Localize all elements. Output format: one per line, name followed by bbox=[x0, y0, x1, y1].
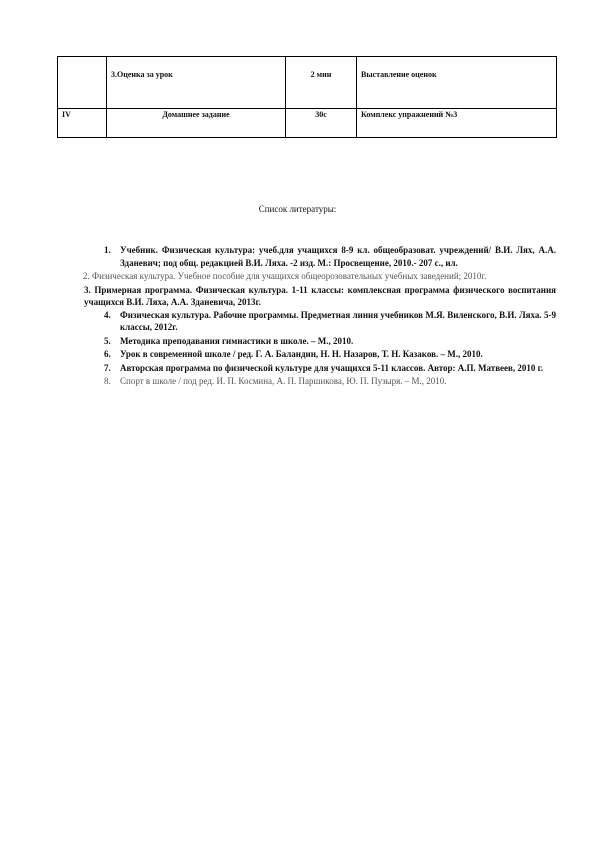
table-cell-activity: Домашнее задание bbox=[107, 109, 286, 138]
literature-item-number: 8. bbox=[104, 376, 111, 386]
literature-item-number: 6. bbox=[104, 349, 111, 359]
literature-item bbox=[84, 284, 556, 309]
table-cell-stage bbox=[58, 57, 107, 109]
literature-item bbox=[84, 348, 556, 361]
table-row bbox=[58, 57, 557, 109]
literature-title: Список литературы: bbox=[258, 204, 337, 214]
literature-item-number: 7. bbox=[104, 362, 111, 373]
literature-item-text: 2. Физическая культура. Учебное пособие для учащихся общеорозовательных учебных заведений; 2010г. bbox=[83, 271, 487, 281]
table-row bbox=[58, 109, 557, 138]
literature-item bbox=[84, 335, 556, 348]
literature-list bbox=[84, 244, 556, 388]
literature-item bbox=[84, 362, 556, 375]
table-cell-notes: Комплекс упражнений №3 bbox=[357, 109, 557, 138]
literature-item bbox=[84, 244, 556, 269]
literature-item bbox=[84, 375, 556, 388]
table-cell-notes: Выставление оценок bbox=[357, 57, 557, 109]
literature-item-text: Спорт в школе / под ред. И. П. Космина, А. П. Паршикова, Ю. П. Пузыря. – М., 2010. bbox=[120, 376, 447, 386]
literature-item-text: Урок в современной школе / ред. Г. А. Баландин, Н. Н. Назаров, Т. Н. Казаков. – М., 2010. bbox=[120, 349, 483, 359]
literature-item-text: 3. Примерная программа. Физическая культура. 1-11 классы: комплексная программа физического воспитания учащихся В.И. Ляха, А.А. Зданевича, 2013г. bbox=[84, 284, 556, 307]
literature-item-number: 5. bbox=[104, 335, 111, 346]
table-cell-stage: IV bbox=[58, 109, 107, 138]
table-cell-time: 30с bbox=[286, 109, 357, 138]
literature-item-text: Авторская программа по физической культуре для учащихся 5-11 классов. Автор: А.П. Матвеев, 2010 г. bbox=[120, 362, 543, 373]
literature-item-number: 4. bbox=[104, 309, 111, 320]
table-cell-activity: 3.Оценка за урок bbox=[107, 57, 286, 109]
literature-item bbox=[84, 309, 556, 334]
literature-item-text: Методика преподавания гимнастики в школе. – М., 2010. bbox=[120, 335, 354, 346]
table-cell-time: 2 мин bbox=[286, 57, 357, 109]
literature-item-number: 1. bbox=[104, 245, 111, 255]
literature-item-text: Физическая культура. Рабочие программы. Предметная линия учебников М.Я. Виленского, В.И. Ляха. 5-9 классы, 2012г. bbox=[120, 309, 556, 332]
literature-item bbox=[83, 270, 556, 283]
literature-item-text: Учебник. Физическая культура: учеб.для учащихся 8-9 кл. общеобразоват. учреждений/ В.И. Лях, А.А. Зданевич; под общ. редакцией В.И. Ляха. -2 изд. М.: Просвещение, 2010.- 207 с., ил. bbox=[120, 245, 556, 268]
lesson-plan-table bbox=[57, 56, 557, 138]
